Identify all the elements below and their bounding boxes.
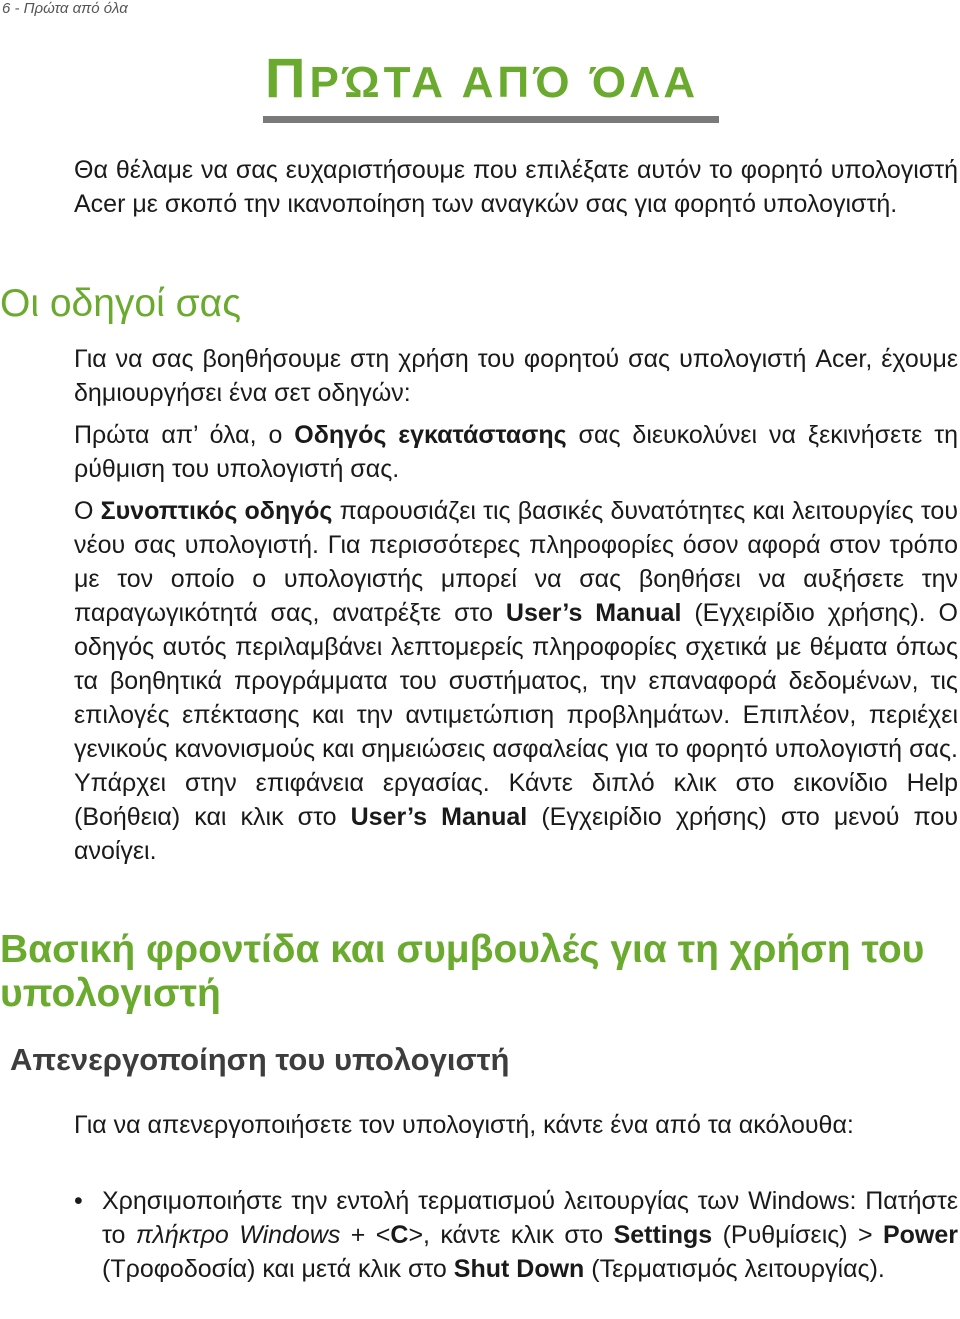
- text-run: Χρησιμοποιήστε την εντολή τερματισμού λειτουργίας των Windows: Πατήστε το: [102, 1187, 958, 1249]
- c-key-name: C: [390, 1221, 409, 1249]
- quick-guide-name: Συνοπτικός οδηγός: [100, 497, 333, 525]
- bullet-marker: •: [74, 1187, 83, 1215]
- text-run: σας διευκολύνει να ξεκινήσετε τη ρύθμιση του υπολογιστή σας.: [74, 421, 958, 483]
- intro-paragraph: Θα θέλαμε να σας ευχαριστήσουμε που επιλέξατε αυτόν το φορητό υπολογιστή Acer με σκοπό την ικανοποίηση των αναγκών σας για φορητό υπολογιστή.: [74, 156, 958, 218]
- text-run: + <: [340, 1221, 391, 1249]
- chapter-title-rule: [263, 116, 719, 123]
- windows-key-name: πλήκτρο Windows: [135, 1221, 341, 1249]
- power-label: Power: [882, 1221, 959, 1249]
- section-heading-guides: Οι οδηγοί σας: [0, 282, 242, 325]
- subsection-heading-shutdown: Απενεργοποίηση του υπολογιστή: [10, 1042, 510, 1077]
- chapter-title-rest: ΡΏΤΑ ΑΠΌ ΌΛΑ: [309, 58, 700, 107]
- shutdown-bullet-1: [102, 1184, 958, 1286]
- guides-paragraph-1: Για να σας βοηθήσουμε στη χρήση του φορητού σας υπολογιστή Acer, έχουμε δημιουργήσει ένα σετ οδηγών:: [74, 345, 958, 407]
- text-run: Ο: [74, 497, 101, 525]
- text-run: (Ρυθμίσεις) >: [712, 1221, 883, 1249]
- text-run: >, κάντε κλικ στο: [408, 1221, 614, 1249]
- text-run: (Εγχειρίδιο χρήσης). Ο οδηγός αυτός περιλαμβάνει λεπτομερείς πληροφορίες σχετικά με θέματα όπως τα βοηθητικά προγράμματα του συστήματος, την επαναφορά δεδομένων, τις επιλογές επέκτασης και την αντιμετώπιση προβλημάτων. Επιπλέον, περιέχει γενικούς κανονισμούς και σημειώσεις ασφαλείας για το φορητό υπολογιστή σας. Υπάρχει στην επιφάνεια εργασίας. Κάντε διπλό κλικ στο εικονίδιο Help (Βοήθεια) και κλικ στο: [74, 599, 959, 831]
- settings-label: Settings: [613, 1221, 713, 1249]
- setup-guide-name: Οδηγός εγκατάστασης: [294, 421, 567, 449]
- shutdown-paragraph: Για να απενεργοποιήσετε τον υπολογιστή, κάντε ένα από τα ακόλουθα:: [74, 1111, 854, 1139]
- text-run: παρουσιάζει τις βασικές δυνατότητες και λειτουργίες του νέου σας υπολογιστή. Για περισσότερες πληροφορίες όσον αφορά στον τρόπο με τον οποίο ο υπολογιστής μπορεί να σας βοηθήσει να αυξήσετε την παραγωγικότητά σας, ανατρέξτε στο: [74, 497, 958, 627]
- chapter-title-initial: Π: [265, 46, 310, 109]
- shut-down-label: Shut Down: [453, 1255, 585, 1283]
- users-manual-name: User’s Manual: [505, 599, 682, 627]
- guides-paragraph-3: [74, 494, 958, 868]
- chapter-title: [265, 46, 700, 109]
- text-run: Πρώτα απ’ όλα, ο: [74, 421, 295, 449]
- text-run: (Τερματισμός λειτουργίας).: [584, 1255, 885, 1283]
- section-heading-care: Βασική φροντίδα και συμβουλές για τη χρήση του υπολογιστή: [0, 928, 925, 1015]
- users-manual-name: User’s Manual: [350, 803, 528, 831]
- text-run: (Τροφοδοσία) και μετά κλικ στο: [102, 1255, 454, 1283]
- text-run: (Εγχειρίδιο χρήσης) στο μενού που ανοίγει.: [74, 803, 958, 865]
- running-header: 6 - Πρώτα από όλα: [2, 0, 128, 17]
- guides-paragraph-2: [74, 418, 958, 486]
